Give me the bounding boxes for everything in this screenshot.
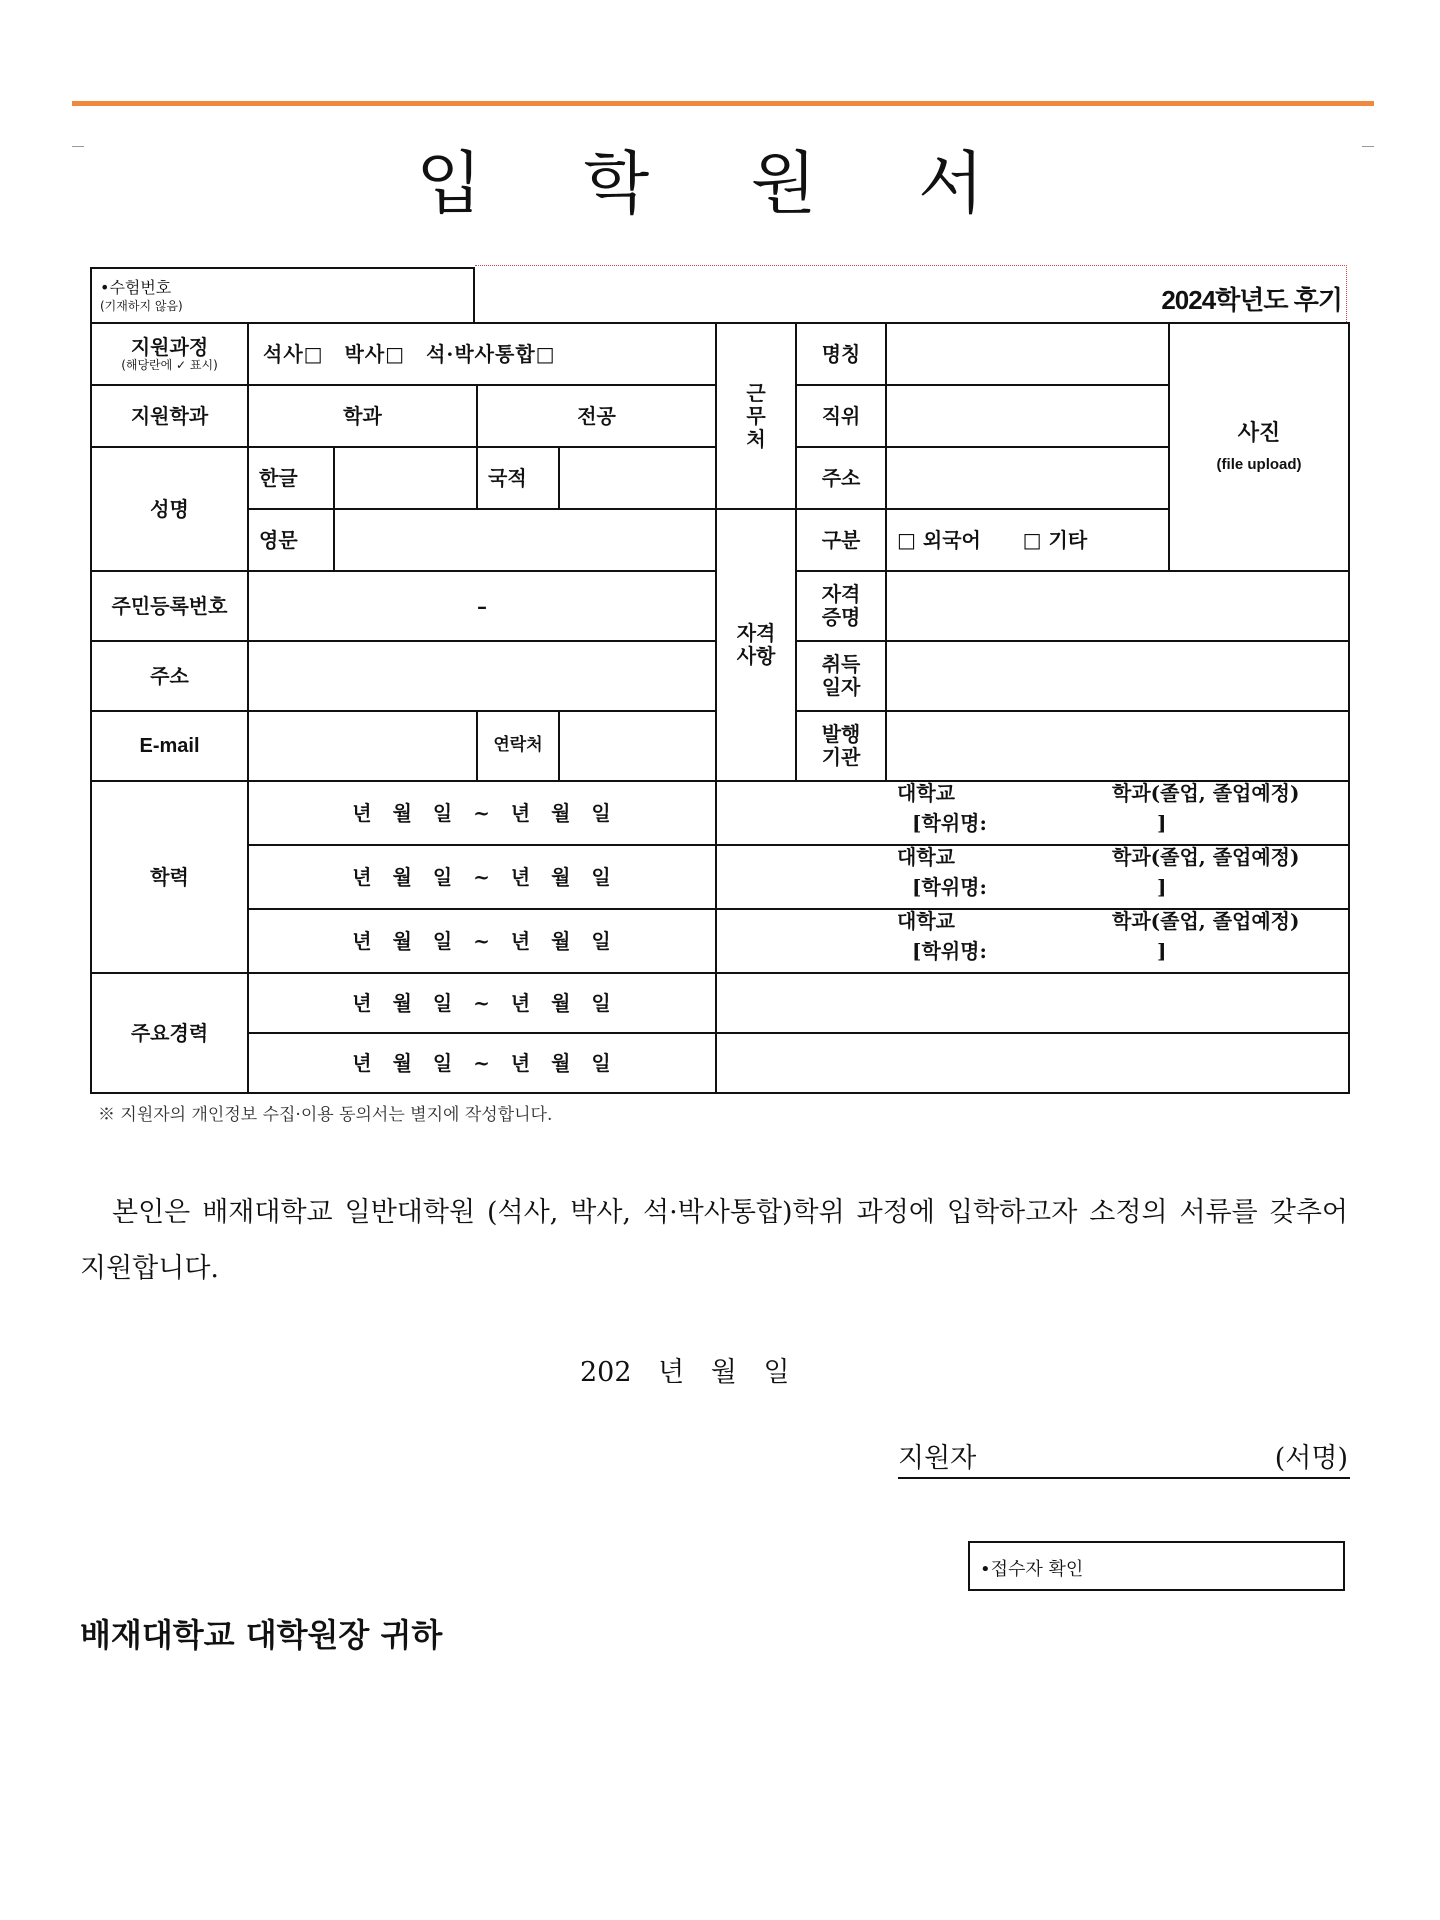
exam-number-label: •수험번호 [100, 278, 172, 297]
department-major[interactable]: 전공 [477, 385, 716, 447]
education-label: 학력 [91, 781, 248, 973]
name-english-label: 영문 [248, 509, 334, 571]
acq-date-input[interactable] [886, 641, 1349, 711]
contact-label: 연락처 [477, 711, 559, 781]
resident-label: 주민등록번호 [91, 571, 248, 641]
addressee: 배재대학교 대학원장 귀하 [80, 1616, 443, 1654]
application-form-table [90, 322, 1350, 1094]
year-label: 2024학년도 후기 [1161, 285, 1342, 315]
applicant-signature-line[interactable] [898, 1436, 1350, 1479]
workplace-org-label: 명칭 [796, 323, 886, 385]
education-school[interactable]: 대학교 학과(졸업, 졸업예정) [학위명: ] [716, 845, 1349, 909]
education-school[interactable]: 대학교 학과(졸업, 졸업예정) [학위명: ] [716, 781, 1349, 845]
name-korean-label: 한글 [248, 447, 334, 509]
photo-sub: (file upload) [1216, 456, 1302, 474]
education-period[interactable]: 년 월 일 ~ 년 월 일 [248, 845, 716, 909]
statement: 본인은 배재대학교 일반대학원 (석사, 박사, 석·박사통합)학위 과정에 입학하고자 소정의 서류를 갖추어 지원합니다. [80, 1197, 1348, 1284]
nationality-input[interactable] [559, 447, 716, 509]
workplace-label: 근 무 처 [716, 323, 796, 509]
qualification-category-options[interactable]: □ 외국어 □ 기타 [886, 509, 1169, 571]
receipt-box [968, 1541, 1345, 1591]
program-options[interactable]: 석사□ 박사□ 석·박사통합□ [248, 323, 716, 385]
career-label: 주요경력 [91, 973, 248, 1093]
program-note: (해당란에 ✓ 표시) [121, 357, 218, 372]
program-label: 지원과정 [130, 334, 209, 359]
resident-input[interactable]: – [248, 571, 716, 641]
address-input[interactable] [248, 641, 716, 711]
address-label: 주소 [91, 641, 248, 711]
email-input[interactable] [248, 711, 477, 781]
career-period[interactable]: 년 월 일 ~ 년 월 일 [248, 973, 716, 1033]
nationality-label: 국적 [477, 447, 559, 509]
date-line[interactable]: 202 년 월 일 [580, 1357, 790, 1388]
cert-label: 자격 증명 [796, 571, 886, 641]
workplace-address-input[interactable] [886, 447, 1169, 509]
workplace-address-label: 주소 [796, 447, 886, 509]
privacy-note: ※ 지원자의 개인정보 수집·이용 동의서는 별지에 작성합니다. [98, 1105, 553, 1125]
program-label-cell [91, 323, 248, 385]
photo-upload-area[interactable] [1169, 323, 1349, 571]
exam-number-box [90, 267, 475, 323]
education-period[interactable]: 년 월 일 ~ 년 월 일 [248, 781, 716, 845]
applicant-label: 지원자 [898, 1443, 977, 1474]
workplace-position-input[interactable] [886, 385, 1169, 447]
signature-label: (서명) [1274, 1443, 1348, 1474]
career-detail[interactable] [716, 973, 1349, 1033]
issuer-label: 발행 기관 [796, 711, 886, 781]
department-label: 지원학과 [91, 385, 248, 447]
qualification-label: 자격 사항 [716, 509, 796, 781]
acq-date-label: 취득 일자 [796, 641, 886, 711]
year-box [475, 265, 1347, 322]
workplace-org-input[interactable] [886, 323, 1169, 385]
department-dept[interactable]: 학과 [248, 385, 477, 447]
receipt-label: •접수자 확인 [980, 1559, 1084, 1580]
workplace-position-label: 직위 [796, 385, 886, 447]
name-label: 성명 [91, 447, 248, 571]
page-title: 입 학 원 서 [416, 145, 1024, 224]
name-english-input[interactable] [334, 509, 716, 571]
cert-input[interactable] [886, 571, 1349, 641]
contact-input[interactable] [559, 711, 716, 781]
exam-number-note: (기재하지 않음) [100, 299, 183, 313]
career-period[interactable]: 년 월 일 ~ 년 월 일 [248, 1033, 716, 1093]
career-detail[interactable] [716, 1033, 1349, 1093]
name-korean-input[interactable] [334, 447, 477, 509]
photo-title: 사진 [1237, 419, 1281, 446]
education-period[interactable]: 년 월 일 ~ 년 월 일 [248, 909, 716, 973]
issuer-input[interactable] [886, 711, 1349, 781]
header-accent-line [72, 101, 1374, 106]
qualification-category-label: 구분 [796, 509, 886, 571]
education-school[interactable]: 대학교 학과(졸업, 졸업예정) [학위명: ] [716, 909, 1349, 973]
email-label: E-mail [91, 711, 248, 781]
